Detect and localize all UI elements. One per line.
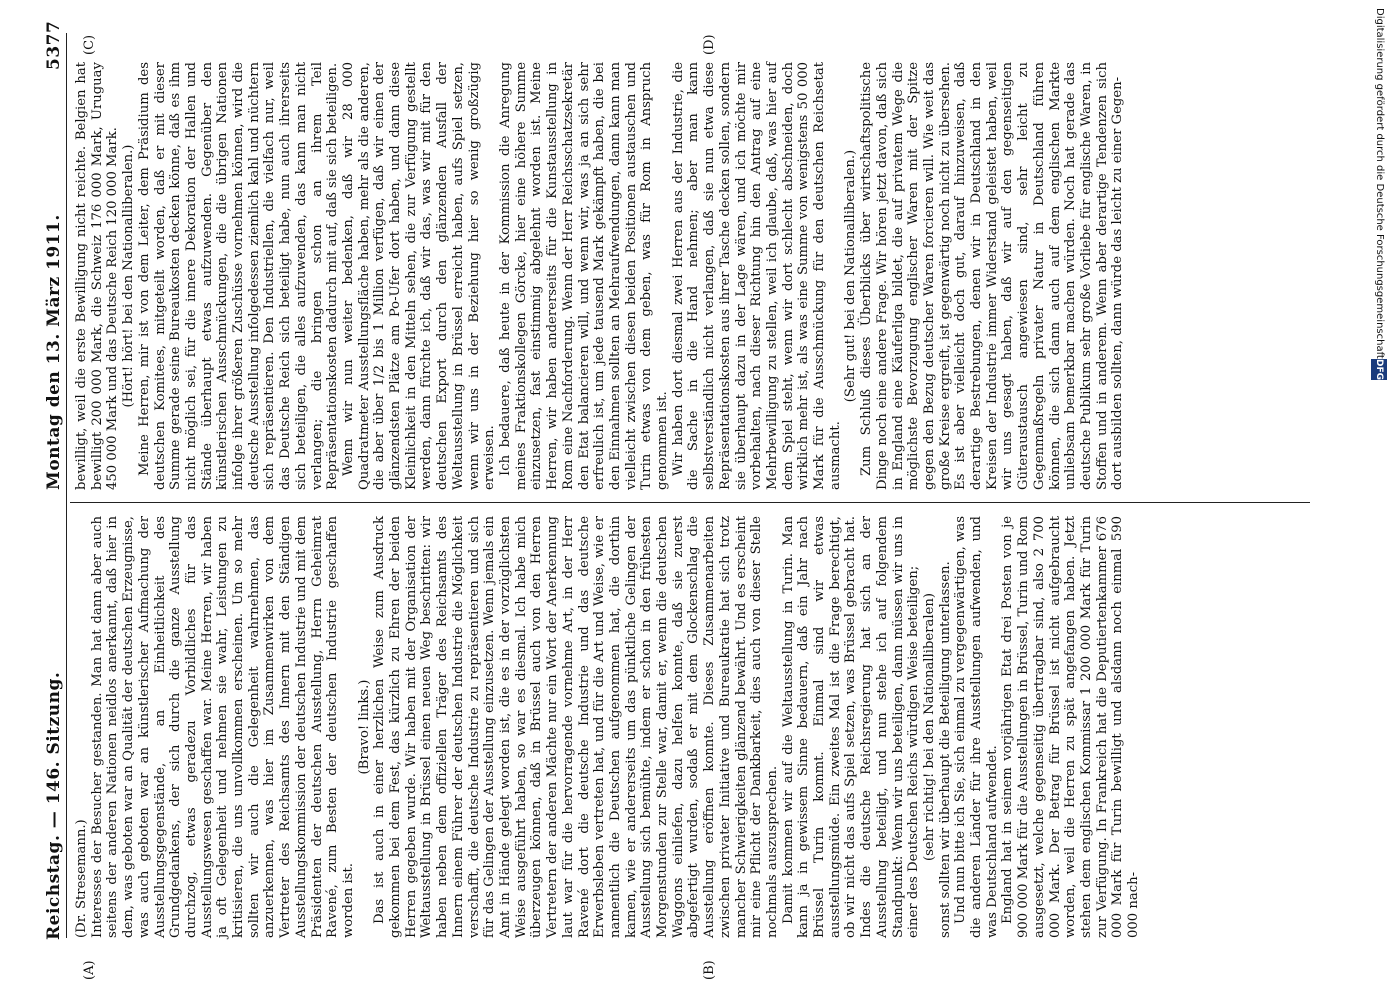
column-rule	[70, 502, 1310, 503]
paragraph: Ich bedauere, daß heute in der Kommission die Anregung meines Fraktionskollegen Görcke, hier eine höhere Summe einzusetzen, fast einstimmig abgelehnt worden ist. Meine Herren, wir haben andererseits für die Kunstausstellung in Rom eine Nachforderung. Wenn der Herr Reichsschatzsekretär den Etat balancieren will, und wenn wir, was ja an sich sehr erfreulich ist, um jede tausend Mark gekämpft haben, die bei den Einnahmen sollten an Mehraufwendungen, dann kann man vielleicht zwischen diesen beiden Positionen austauschen und Turin etwas von dem geben, was für Rom in Anspruch genommen ist.	[497, 62, 671, 490]
paragraph: Wenn wir nun weiter bedenken, daß wir 28 000 Quadratmeter Ausstellungsfläche haben, mehr als die anderen, die aber über 1/2 bis 1 Million verfügen, daß wir einen der glänzendsten Plätze am Po-Ufer dort haben, und dann diese Kleinlichkeit in den Mitteln sehen, die zur Verfügung gestellt werden, dann fürchte ich, daß wir das, was wir mit für den deutschen Export durch den glänzenden Ausfall der Weltausstellung in Brüssel erreicht haben, aufs Spiel setzen, wenn wir uns in der Beziehung hier so wenig großzügig erweisen.	[340, 62, 498, 490]
marker-a: (A)	[82, 960, 97, 980]
credit-line	[1367, 8, 1387, 380]
paragraph: Damit kommen wir auf die Weltausstellung in Turin. Man kann ja in gewissem Sinne bedauern, daß ein Jahr nach Brüssel Turin kommt. Einmal sind wir etwas ausstellungsmüde. Ein zweites Mal ist die Frage berechtigt, ob wir nicht das aufs Spiel setzen, was Brüssel gebracht hat. Indes die deutsche Reichsregierung hat sich an der Ausstellung beteiligt, und nun stehe ich auf folgendem Standpunkt: Wenn wir uns beteiligen, dann müssen wir uns in einer des Deutschen Reichs würdigen Weise beteiligen;	[780, 516, 922, 938]
paragraph: (Sehr gut! bei den Nationalliberalen.)	[843, 149, 859, 403]
marker-c: (C)	[82, 34, 97, 55]
paragraph: Das ist auch in einer herzlichen Weise zum Ausdruck gekommen bei dem Fest, das kürzlich zu Ehren der beiden Herren gegeben wurde. Wir haben mit der Organisation der Weltausstellung in Brüssel einen neuen Weg beschritten: wir haben neben dem offiziellen Träger des Reichsamts des Innern einem Führer der deutschen Industrie die Möglichkeit verschafft, die deutsche Industrie zu repräsentieren und sich für das Gelingen der Ausstellung einzusetzen. Wenn jemals ein Amt in Hände gelegt worden ist, die es in der vorzüglichsten Weise ausgeführt haben, so war es diesmal. Ich habe mich überzeugen können, daß in Brüssel auch von den Herren Vertretern der anderen Mächte nur ein Wort der Anerkennung laut war für die hervorragende vornehme Art, in der Herr Ravené dort die deutsche Industrie und das deutsche Erwerbsleben vertreten hat, und für die Art und Weise, wie er namentlich die Deutschen aufgenommen hat, die dorthin kamen, wie er andererseits um das pünktliche Gelingen der Ausstellung sich bemühte, indem er schon in den frühesten Morgenstunden zur Stelle war, damit er, wenn die deutschen Waggons einliefen, dazu helfen konnte, daß sie zuerst abgefertigt wurden, sodaß er mit dem Glockenschlag die Ausstellung eröffnen konnte. Dieses Zusammenarbeiten zwischen privater Initiative und Bureaukratie hat sich trotz mancher Schwierigkeiten glänzend bewährt. Und es erscheint mir eine Pflicht der Dankbarkeit, dies auch von dieser Stelle nochmals auszusprechen.	[372, 516, 780, 938]
paragraph: Interesses der Besucher gestanden. Man hat dann aber auch seitens der anderen Nationen neidlos anerkannt, daß hier in dem, was geboten war an Qualität der deutschen Erzeugnisse, was auch geboten war an künstlerischer Aufmachung der Ausstellungsgegenstände, an Einheitlichkeit des Grundgedankens, der sich durch die ganze Ausstellung durchzog, etwas geradezu Vorbildliches für das Ausstellungswesen geschaffen war. Meine Herren, wir haben ja oft Gelegenheit und nehmen sie wahr, Leistungen zu kritisieren, die uns unvollkommen erscheinen. Um so mehr sollten wir auch die Gelegenheit wahrnehmen, das anzuerkennen, was hier im Zusammenwirken von dem Vertreter des Reichsamts des Innern mit den Ständigen Ausstellungskommission der deutschen Industrie und mit dem Präsidenten der deutschen Ausstellung, Herrn Geheimrat Ravené, zum Besten der deutschen Industrie geschaffen worden ist.	[89, 516, 356, 938]
header-center: Montag den 13. März 1911.	[44, 214, 64, 490]
paragraph: Und nun bitte ich Sie, sich einmal zu vergegenwärtigen, was die anderen Länder für ihre Ausstellungen aufwenden, und was Deutschland aufwendet.	[953, 516, 1000, 938]
header-rule	[66, 33, 67, 938]
paragraph: (sehr richtig! bei den Nationalliberalen)	[921, 592, 937, 862]
paragraph: Wir haben dort diesmal zwei Herren aus der Industrie, die die Sache in die Hand nehmen; aber man kann selbstverständlich nicht verlangen, daß sie nun etwa diese Repräsentationskosten aus ihrer Tasche decken sollen, sondern sie überhaupt dazu in der Lage wären, und ich möchte mir vorbehalten, nach dieser Richtung hin den Antrag auf eine Mehrbewilligung zu stellen, weil ich glaube, daß, was hier auf dem Spiel steht, wenn wir dort schlecht abschneiden, doch wirklich mehr ist, als was eine Summe von wenigstens 50 000 Mark für die Ausschmückung für den deutschen Reichsetat ausmacht.	[670, 62, 843, 490]
paragraph: (Bravo! links.)	[356, 679, 372, 775]
paragraph: bewilligt, weil die erste Bewilligung nicht reichte. Belgien hat bewilligt 200 000 Mark, die Schweiz 176 000 Mark, Uruguay 450 000 Mark und das Deutsche Reich 120 000 Mark.	[74, 62, 121, 490]
right-column	[74, 62, 1310, 490]
page-number: 5377	[44, 20, 64, 70]
paragraph: Zum Schluß dieses Überblicks über wirtschaftspolitische Dinge noch eine andere Frage. Wir hören jetzt davon, daß sich in England eine Käuferliga bildet, die auf privatem Wege die möglichste Bevorzugung englischer Waren mit der Spitze gegen den Bezug deutscher Waren forcieren will. Wie weit das große Kreise ergreift, ist gegenwärtig noch nicht zu übersehen. Es ist aber vielleicht doch gut, darauf hinzuweisen, daß derartige Bestrebungen, denen wir in Deutschland in den Kreisen der Industrie immer Widerstand geleistet haben, weil wir uns gesagt haben, daß wir auf den gegenseitigen Güteraustausch angewiesen sind, sehr leicht zu Gegenmaßregeln privater Natur in Deutschland führen können, die sich dann auch auf dem englischen Markte unliebsam bemerkbar machen würden. Noch hat gerade das deutsche Publikum sehr große Vorliebe für englische Waren, in Stoffen und in anderem. Wenn aber derartige Tendenzen sich dort ausbilden sollten, dann würde das leicht zu einer Gegen-	[859, 62, 1126, 490]
paragraph: (Dr. Stresemann.)	[74, 819, 89, 938]
header-left: Reichstag. — 146. Sitzung.	[44, 671, 64, 940]
paragraph: England hat in seinem vorjährigen Etat drei Posten von je 900 000 Mark für die Ausstellungen in Brüssel, Turin und Rom ausgesetzt, welche gegenseitig übertragbar sind, also 2 700 000 Mark. Der Betrag für Brüssel ist nicht aufgebraucht worden, weil die Herren zu spät angefangen haben. Jetzt stehen dem englischen Kommissar 1 200 000 Mark für Turin zur Verfügung. In Frankreich hat die Deputiertenkammer 676 000 Mark für Turin bewilligt und alsdann noch einmal 590 000 nach-	[1000, 516, 1142, 938]
left-column	[74, 516, 1310, 938]
dfg-logo: DFG	[1371, 359, 1387, 380]
paragraph: Meine Herren, mir ist von dem Leiter, dem Präsidium des deutschen Komitees, mitgeteilt worden, daß er mit dieser Summe gerade seine Bureaukosten decken könne, daß es ihm nicht möglich sei, für die innere Dekoration der Hallen und Stände überhaupt etwas aufzuwenden. Gegenüber den künstlerischen Ausschmückungen, die die übrigen Nationen infolge ihrer größeren Zuschüsse vornehmen können, wird die deutsche Ausstellung infolgedessen ziemlich kahl und nüchtern sich repräsentieren. Den Industriellen, die vielfach nur, weil das Deutsche Reich sich beteiligt habe, nun auch ihrerseits sich beteiligen, die alles aufzuwenden, das kann man nicht verlangen; die bringen schon an ihrem Teil Repräsentationskosten dadurch mit auf, daß sie sich beteiligen.	[136, 62, 341, 490]
paragraph: sonst sollten wir überhaupt die Beteiligung unterlassen.	[937, 561, 953, 938]
marker-b: (B)	[702, 960, 717, 980]
credit-text: Digitalisierung gefördert durch die Deutsche Forschungsgemeinschaft	[1374, 8, 1385, 359]
paragraph: (Hört! hört! bei den Nationalliberalen.)	[121, 144, 137, 408]
marker-d: (D)	[702, 34, 717, 55]
